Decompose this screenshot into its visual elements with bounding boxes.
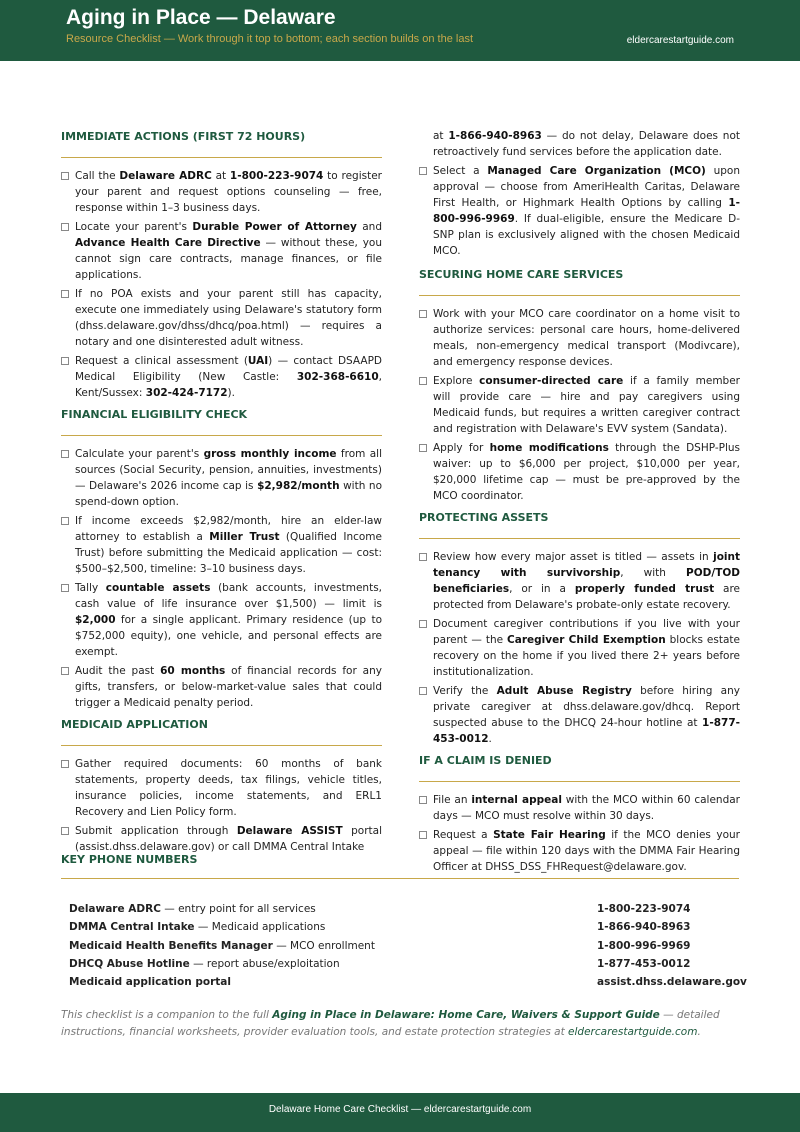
emphasis-text: Miller Trust [209, 531, 280, 543]
phone-number[interactable]: assist.dhss.delaware.gov [597, 976, 747, 989]
phone-label [69, 940, 375, 952]
item-text: and [356, 221, 382, 233]
item-text: , or in a [509, 583, 575, 595]
phone-contact-name: Medicaid Health Benefits Manager [69, 939, 273, 952]
item-text: (bank accounts, investments, cash value of life insurance over $1,500) — limit is [75, 582, 382, 610]
phone-label [69, 958, 340, 970]
phone-contact-name: DHCQ Abuse Hotline [69, 957, 190, 970]
item-text: at [433, 130, 449, 142]
checkbox[interactable] [61, 667, 69, 675]
item-text: before hiring any private caregiver at dhss.delaware.gov/dhcq. Report suspected abuse to the DHCQ 24-hour hotline at [433, 685, 740, 729]
checklist-item [419, 163, 740, 259]
section-heading: SECURING HOME CARE SERVICES [419, 266, 740, 296]
emphasis-text: home modifications [489, 442, 609, 454]
checkbox[interactable] [61, 223, 69, 231]
left-column [61, 128, 382, 860]
item-text: Locate your parent's [75, 221, 193, 233]
emphasis-text: consumer-directed care [479, 375, 624, 387]
item-text: for a single applicant. Primary residence (up to $752,000 equity), one vehicle, and personal effects are exempt. [75, 614, 382, 658]
item-text: upon approval — choose from AmeriHealth Caritas, Delaware First Health, or Highmark Health Options by calling [433, 165, 740, 209]
checklist-item [61, 446, 382, 510]
item-text: . If dual-eligible, ensure the Medicare D-SNP plan is exclusively aligned with the chosen Medicaid MCO. [433, 213, 740, 257]
emphasis-text: internal appeal [471, 794, 562, 806]
footnote-mid: — detailed instructions, financial worksheets, provider evaluation tools, and estate protection strategies at [61, 1009, 720, 1038]
item-text: File an [433, 794, 472, 806]
footer-text: Delaware Home Care Checklist — eldercarestartguide.com [268, 1104, 532, 1115]
phone-label [69, 921, 325, 933]
emphasis-text: $2,000 [75, 614, 116, 626]
item-text: at [211, 170, 230, 182]
checklist-item [419, 373, 740, 437]
phone-label [69, 976, 231, 988]
footnote-post: . [697, 1026, 701, 1038]
phone-row [61, 921, 739, 939]
item-text: Audit the past [75, 665, 161, 677]
item-text: Gather required documents: 60 months of bank statements, property deeds, tax filings, vehicle titles, insurance policies, income statements, and ERL1 Recovery and Lien Policy form. [75, 758, 382, 818]
item-text: Explore [433, 375, 480, 387]
emphasis-text: Caregiver Child Exemption [507, 634, 666, 646]
checklist-item [61, 286, 382, 350]
emphasis-text: 302-368-6610 [296, 371, 379, 383]
item-text: , Kent/Sussex: [75, 371, 382, 399]
item-text: through the DSHP-Plus waiver: up to $6,000 per project, $10,000 per year, $20,000 lifetime cap — must be pre-approved by the MCO coordinator. [433, 442, 740, 502]
emphasis-text: properly funded trust [574, 583, 715, 595]
page-title: Aging in Place — Delaware [66, 6, 336, 29]
emphasis-text: 1-866-940-8963 [448, 130, 542, 142]
checkbox[interactable] [61, 290, 69, 298]
emphasis-text: countable assets [105, 582, 211, 594]
section-heading: FINANCIAL ELIGIBILITY CHECK [61, 406, 382, 436]
emphasis-text: Adult Abuse Registry [496, 685, 632, 697]
checkbox[interactable] [61, 357, 69, 365]
page-header [0, 0, 800, 61]
phone-contact-desc: — Medicaid applications [194, 921, 326, 934]
checkbox[interactable] [419, 310, 427, 318]
item-text: , with [620, 567, 687, 579]
right-column [419, 128, 740, 880]
phone-number[interactable]: 1-877-453-0012 [597, 957, 691, 970]
checklist-item-continued [419, 128, 740, 160]
footnote [61, 1007, 739, 1041]
section-heading: MEDICAID APPLICATION [61, 716, 382, 746]
checkbox[interactable] [419, 553, 427, 561]
phone-contact-desc: — report abuse/exploitation [189, 957, 340, 970]
section-heading: PROTECTING ASSETS [419, 509, 740, 539]
item-text: if a family member will provide care — hire and pay caregivers using Medicaid funds, but requires a written caregiver contract and registration with Delaware's EVV system (Sandata). [433, 375, 740, 435]
section-heading: IMMEDIATE ACTIONS (FIRST 72 HOURS) [61, 128, 382, 158]
checklist-item [419, 549, 740, 613]
item-text: Call the [75, 170, 120, 182]
emphasis-text: joint tenancy with survivorship [433, 551, 740, 579]
phone-number[interactable]: 1-800-996-9969 [597, 939, 691, 952]
checklist-item [61, 168, 382, 216]
checklist-item [419, 440, 740, 504]
checklist-section [419, 509, 740, 747]
checklist-item [61, 580, 382, 660]
phone-contact-desc: — entry point for all services [160, 903, 316, 915]
emphasis-text: 1-877-453-0012 [433, 717, 740, 745]
page-footer [0, 1093, 800, 1132]
phone-contact-name: DMMA Central Intake [69, 921, 195, 934]
checklist-item [61, 513, 382, 577]
checklist-item [419, 683, 740, 747]
checklist-item [61, 353, 382, 401]
emphasis-text: 1-800-996-9969 [433, 197, 740, 225]
item-text: of financial records for any gifts, transfers, or below-market-value sales that could trigger a Medicaid penalty period. [75, 665, 382, 709]
checkbox[interactable] [419, 377, 427, 385]
checkbox[interactable] [419, 620, 427, 628]
item-text: ) — contact DSAAPD Medical Eligibility (New Castle: [75, 355, 382, 383]
emphasis-text: State Fair Hearing [493, 829, 606, 841]
checklist-item [419, 616, 740, 680]
checkbox[interactable] [61, 760, 69, 768]
phone-table [61, 903, 747, 994]
footnote-link[interactable]: eldercarestartguide.com [568, 1026, 698, 1038]
item-text: If income exceeds $2,982/month, hire an elder-law attorney to establish a [75, 515, 382, 543]
checklist-section [61, 716, 382, 855]
item-text: Request a [433, 829, 494, 841]
item-text: from all sources (Social Security, pension, annuities, investments) — Delaware's 2026 income cap is [75, 448, 382, 492]
item-text: are protected from Delaware's probate-only estate recovery. [433, 583, 741, 611]
checklist-item [61, 663, 382, 711]
emphasis-text: $2,982/month [257, 480, 340, 492]
item-text: — without these, you cannot sign care contracts, manage finances, or file applications. [75, 237, 382, 281]
item-text: Apply for [433, 442, 490, 454]
phone-row [61, 940, 739, 958]
phone-label [69, 903, 316, 915]
checkbox[interactable] [419, 831, 427, 839]
section-heading: IF A CLAIM IS DENIED [419, 752, 740, 782]
checklist-section [61, 128, 382, 401]
checklist-section [61, 406, 382, 711]
phone-contact-desc: — MCO enrollment [272, 939, 375, 952]
checkbox[interactable] [61, 172, 69, 180]
checkbox[interactable] [61, 450, 69, 458]
item-text: Request a clinical assessment ( [75, 355, 248, 367]
phone-contact-name: Medicaid application portal [69, 976, 231, 989]
checklist-item [61, 756, 382, 820]
item-text: with the MCO within 60 calendar days — MCO must resolve within 30 days. [433, 794, 740, 822]
item-text: . [488, 733, 492, 745]
emphasis-text: Managed Care Organization (MCO) [487, 165, 706, 177]
page-subtitle: Resource Checklist — Work through it top to bottom; each section builds on the last [66, 33, 473, 45]
item-text: blocks estate recovery on the home if you lived there 2+ years before institutionalization. [433, 634, 740, 678]
item-text: to register your parent and request options counseling — free, response within 1–3 business days. [75, 170, 382, 214]
checkbox[interactable] [419, 796, 427, 804]
checklist-item [419, 306, 740, 370]
emphasis-text: 302-424-7172 [145, 387, 228, 399]
checkbox[interactable] [419, 687, 427, 695]
phone-number[interactable]: 1-800-223-9074 [597, 903, 691, 915]
item-text: — do not delay, Delaware does not retroactively fund services before the application date. [433, 130, 741, 158]
phone-row [61, 903, 739, 921]
item-text: Document caregiver contributions if you live with your parent — the [433, 618, 740, 646]
item-text: (Qualified Income Trust) before submitting the Medicaid application — cost: $500–$2,500, timeline: 3–10 business days. [75, 531, 382, 575]
checklist-item [419, 792, 740, 824]
emphasis-text: Durable Power of Attorney [192, 221, 357, 233]
emphasis-text: Delaware ASSIST [236, 825, 343, 837]
item-text: portal (assist.dhss.delaware.gov) or call DMMA Central Intake [75, 825, 382, 853]
header-site-link[interactable]: eldercarestartguide.com [626, 35, 734, 46]
emphasis-text: Delaware ADRC [119, 170, 212, 182]
item-text: Tally [75, 582, 106, 594]
item-text: Select a [433, 165, 488, 177]
phone-row [61, 976, 747, 994]
phone-row [61, 958, 739, 976]
item-text: if the MCO denies your appeal — file within 120 days with the DMMA Fair Hearing Officer at DHSS_DSS_FHRequest@delaware.gov. [433, 829, 740, 873]
checkbox[interactable] [61, 517, 69, 525]
item-text: ). [227, 387, 235, 399]
section-heading: KEY PHONE NUMBERS [61, 851, 739, 879]
item-text: with no spend-down option. [75, 480, 382, 508]
checklist-section [419, 266, 740, 504]
item-text: Submit application through [75, 825, 237, 837]
emphasis-text: 60 months [160, 665, 226, 677]
item-text: If no POA exists and your parent still has capacity, execute one immediately using Delaware's statutory form (dhss.delaware.gov/dhss/dhcq/poa.html) — requires a notary and one disinterested adult witness. [75, 288, 382, 348]
checkbox[interactable] [61, 584, 69, 592]
checklist-item [61, 219, 382, 283]
item-text: Calculate your parent's [75, 448, 204, 460]
footnote-pre: This checklist is a companion to the full [61, 1009, 273, 1021]
item-text: Verify the [433, 685, 497, 697]
emphasis-text: Advance Health Care Directive [75, 237, 261, 249]
item-text: Work with your MCO care coordinator on a home visit to authorize services: personal care hours, home-delivered meals, non-emergency medical transport (Modivcare), and emergency response devices. [433, 308, 740, 368]
checkbox[interactable] [61, 827, 69, 835]
phone-number[interactable]: 1-866-940-8963 [597, 921, 691, 934]
emphasis-text: UAI [247, 355, 269, 367]
emphasis-text: gross monthly income [203, 448, 337, 460]
phone-contact-name: Delaware ADRC [69, 903, 161, 915]
item-text: Review how every major asset is titled — assets in [433, 551, 714, 563]
footnote-guide-title: Aging in Place in Delaware: Home Care, Waivers & Support Guide [272, 1009, 660, 1021]
checkbox[interactable] [419, 167, 427, 175]
emphasis-text: 1-800-223-9074 [229, 170, 324, 182]
emphasis-text: POD/TOD beneficiaries [433, 567, 740, 595]
checkbox[interactable] [419, 444, 427, 452]
